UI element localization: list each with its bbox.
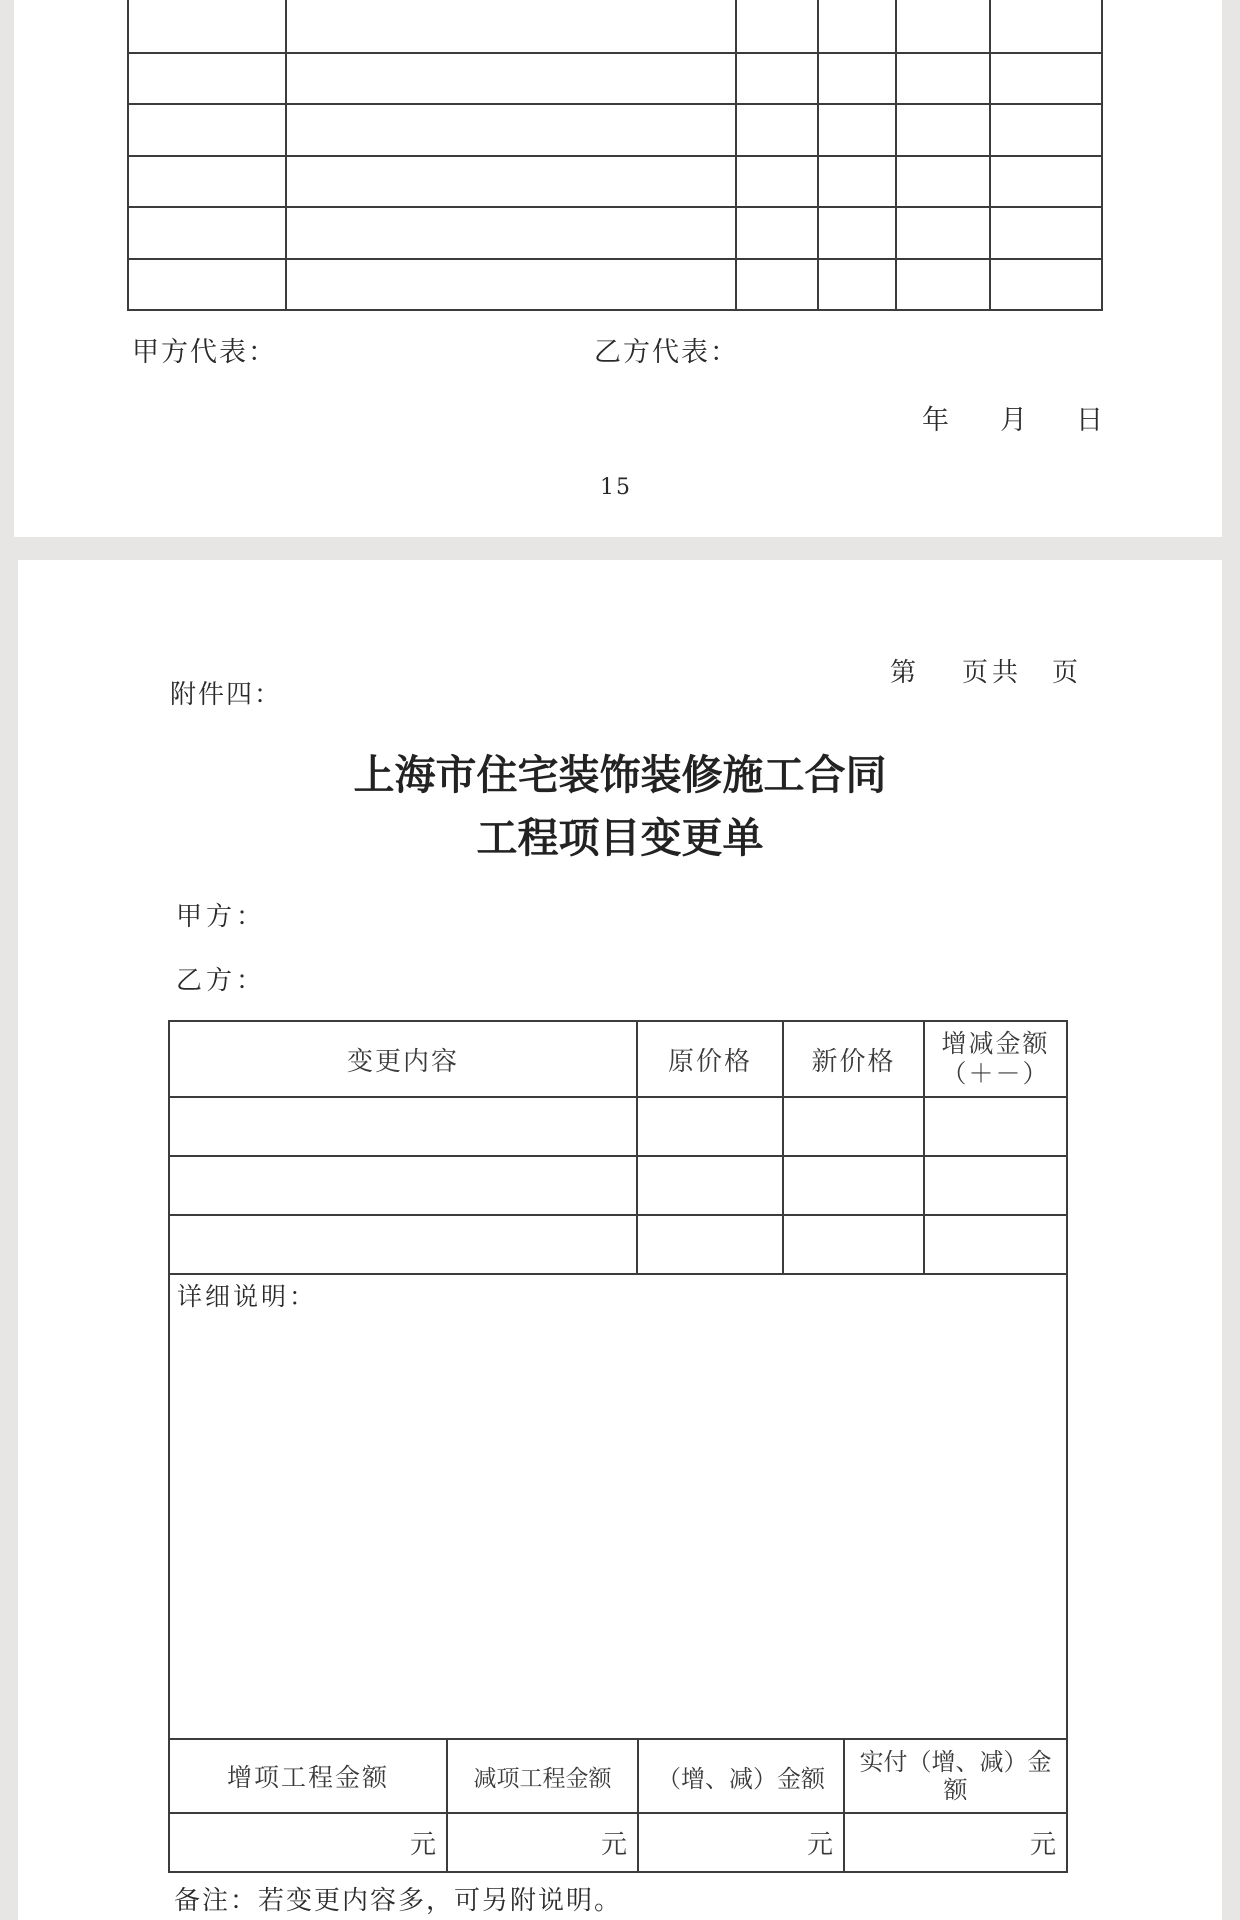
remark-note: 备注：若变更内容多，可另附说明。 <box>174 1886 623 1916</box>
document-subtitle: 工程项目变更单 <box>476 814 764 862</box>
party-a-representative-label: 甲方代表： <box>132 337 277 368</box>
table-row <box>128 259 1102 310</box>
unit-yuan: 元 <box>638 1813 844 1872</box>
attachment-label: 附件四： <box>170 680 283 710</box>
summary-paid-line1: 实付（增、减）金 <box>859 1748 1052 1776</box>
summary-header-row <box>169 1739 1067 1813</box>
page-counter-di: 第 <box>890 658 917 688</box>
table-row <box>169 1156 1067 1215</box>
details-row <box>169 1271 1067 1739</box>
change-order-table <box>168 1020 1068 1275</box>
table-row <box>128 104 1102 156</box>
table-row <box>128 0 1102 53</box>
party-b-label: 乙方： <box>176 966 267 996</box>
previous-page <box>14 0 1222 537</box>
details-summary-table <box>168 1271 1068 1873</box>
party-a-label: 甲方： <box>176 902 267 932</box>
table-row <box>128 53 1102 104</box>
page-number: 15 <box>600 475 632 500</box>
summary-added-amount: 增项工程金额 <box>169 1739 447 1813</box>
page-counter-ye-gong: 页共 <box>962 658 1023 688</box>
header-change-amount-line2: （＋－） <box>941 1059 1050 1088</box>
summary-value-row <box>169 1813 1067 1872</box>
table-row <box>128 156 1102 207</box>
date-month: 月 <box>1000 405 1027 436</box>
header-change-content: 变更内容 <box>169 1021 637 1097</box>
unit-yuan: 元 <box>169 1813 447 1872</box>
document-title: 上海市住宅装饰装修施工合同 <box>353 751 887 799</box>
summary-net-amount: （增、减）金额 <box>638 1739 844 1813</box>
attachment-page <box>18 560 1222 1920</box>
header-change-amount <box>924 1021 1067 1097</box>
summary-paid-amount <box>844 1739 1067 1813</box>
header-change-amount-line1: 增减金额 <box>941 1029 1050 1058</box>
table-row <box>169 1215 1067 1274</box>
unit-yuan: 元 <box>447 1813 638 1872</box>
header-original-price: 原价格 <box>637 1021 783 1097</box>
table-row <box>169 1097 1067 1156</box>
summary-reduced-amount: 减项工程金额 <box>447 1739 638 1813</box>
table-row <box>128 207 1102 259</box>
previous-page-table <box>127 0 1103 311</box>
details-label: 详细说明： <box>177 1282 318 1311</box>
date-year: 年 <box>922 405 949 436</box>
unit-yuan: 元 <box>844 1813 1067 1872</box>
date-day: 日 <box>1076 405 1103 436</box>
page-counter-ye: 页 <box>1052 658 1079 688</box>
party-b-representative-label: 乙方代表： <box>594 337 739 368</box>
header-new-price: 新价格 <box>783 1021 924 1097</box>
summary-paid-line2: 额 <box>943 1776 968 1804</box>
table-header-row <box>169 1021 1067 1097</box>
